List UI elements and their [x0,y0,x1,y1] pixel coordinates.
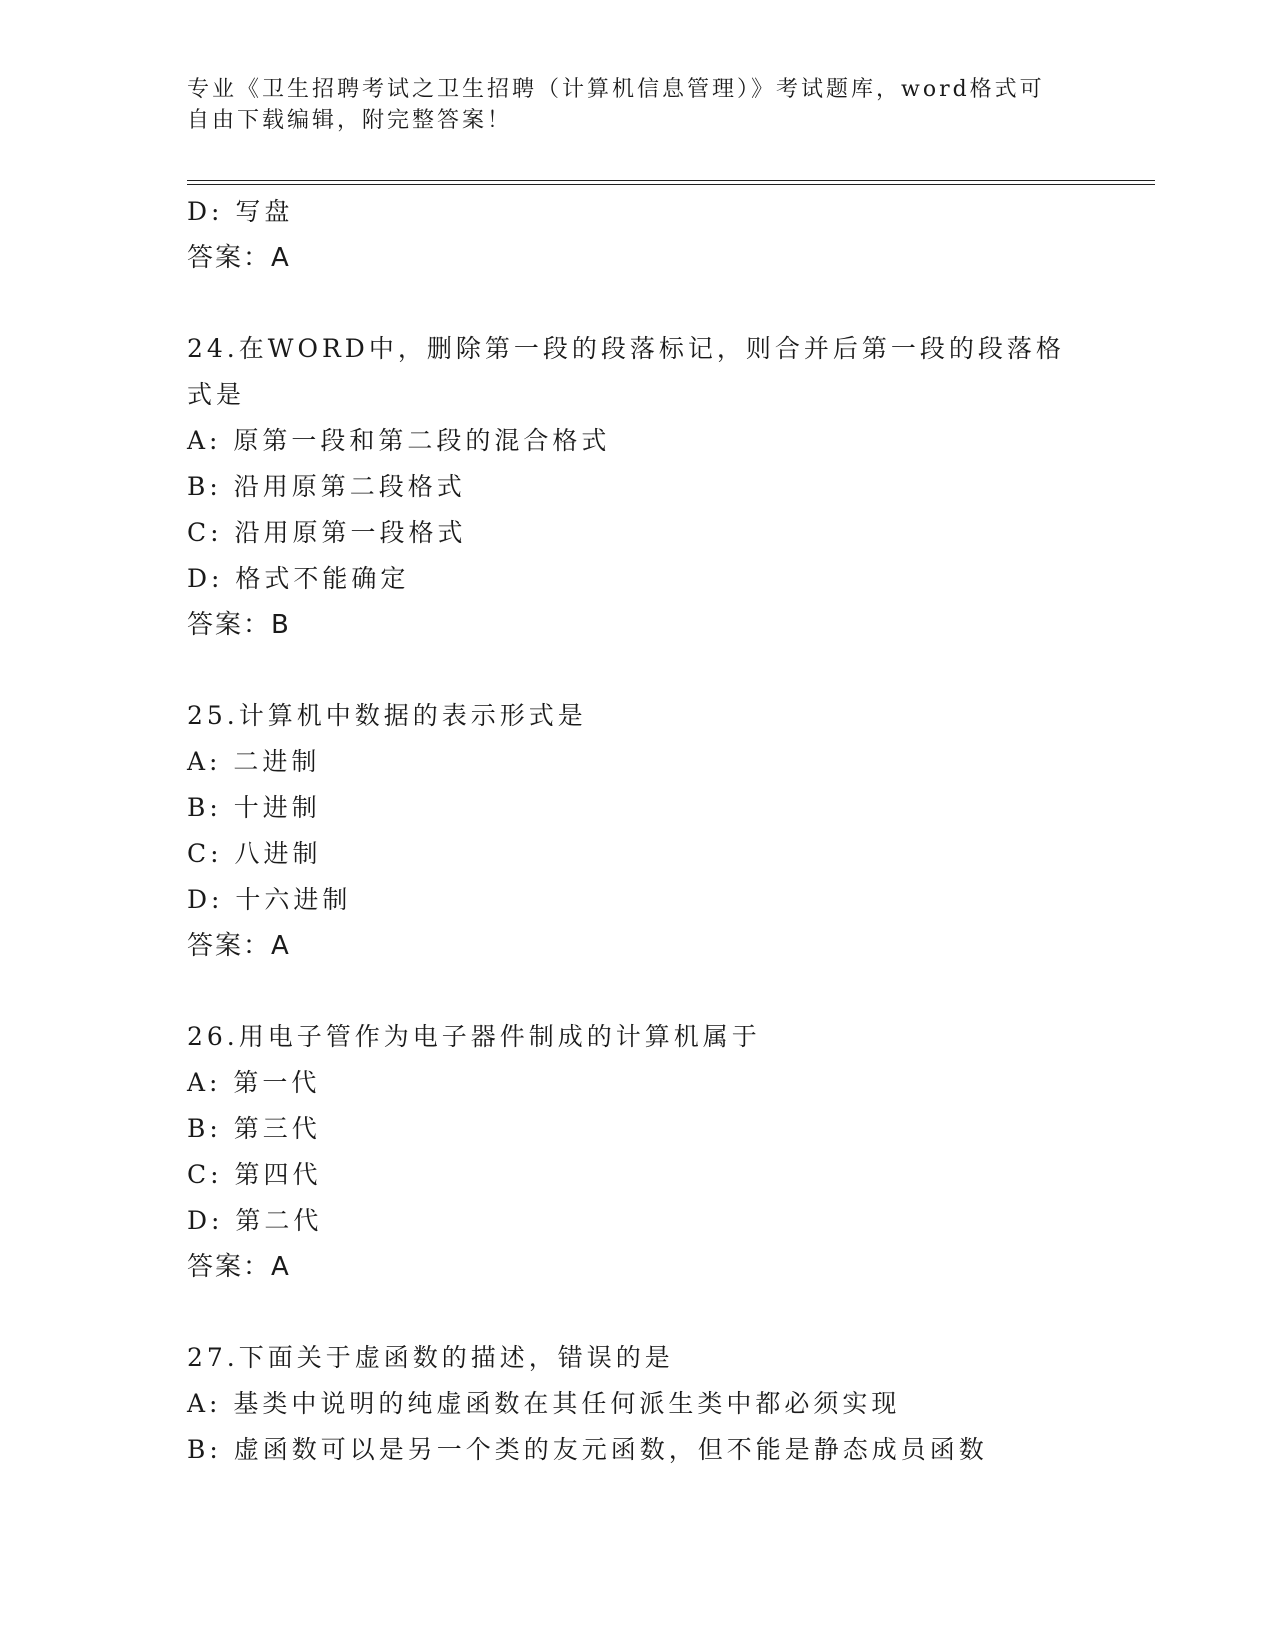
option-a: A: 基类中说明的纯虚函数在其任何派生类中都必须实现 [187,1389,901,1418]
question-27 [187,1335,1067,1473]
option-b: B: 虚函数可以是另一个类的友元函数，但不能是静态成员函数 [187,1435,988,1464]
previous-question-tail [187,189,1067,281]
question-25 [187,693,1067,969]
option-d: D: 十六进制 [187,885,352,914]
option-a: A: 原第一段和第二段的混合格式 [187,426,611,455]
header-rule [187,180,1155,185]
question-gap [187,1290,1067,1335]
question-gap [187,648,1067,693]
option-c: C: 八进制 [187,839,322,868]
question-stem: 24.在WORD中，删除第一段的段落标记，则合并后第一段的段落格式是 [187,334,1065,409]
question-stem: 25.计算机中数据的表示形式是 [187,701,587,730]
question-26 [187,1014,1067,1290]
option-c: C: 沿用原第一段格式 [187,518,467,547]
question-24 [187,326,1067,648]
question-gap [187,281,1067,326]
option-a: A: 二进制 [187,747,321,776]
question-gap [187,969,1067,1014]
answer: 答案：A [187,243,291,273]
option-b: B: 十进制 [187,793,321,822]
answer: 答案：B [187,610,291,640]
answer: 答案：A [187,931,291,961]
option-a: A: 第一代 [187,1068,321,1097]
option-b: B: 沿用原第二段格式 [187,472,466,501]
option-d: D: 第二代 [187,1206,323,1235]
option-d: D: 写盘 [187,197,294,226]
answer: 答案：A [187,1252,291,1282]
option-d: D: 格式不能确定 [187,564,410,593]
option-c: C: 第四代 [187,1160,322,1189]
question-stem: 27.下面关于虚函数的描述，错误的是 [187,1343,674,1372]
option-b: B: 第三代 [187,1114,321,1143]
page-header: 专业《卫生招聘考试之卫生招聘（计算机信息管理）》考试题库，word格式可自由下载编辑，附完整答案！ [187,77,1045,133]
question-list [187,189,1067,1473]
question-stem: 26.用电子管作为电子器件制成的计算机属于 [187,1022,761,1051]
